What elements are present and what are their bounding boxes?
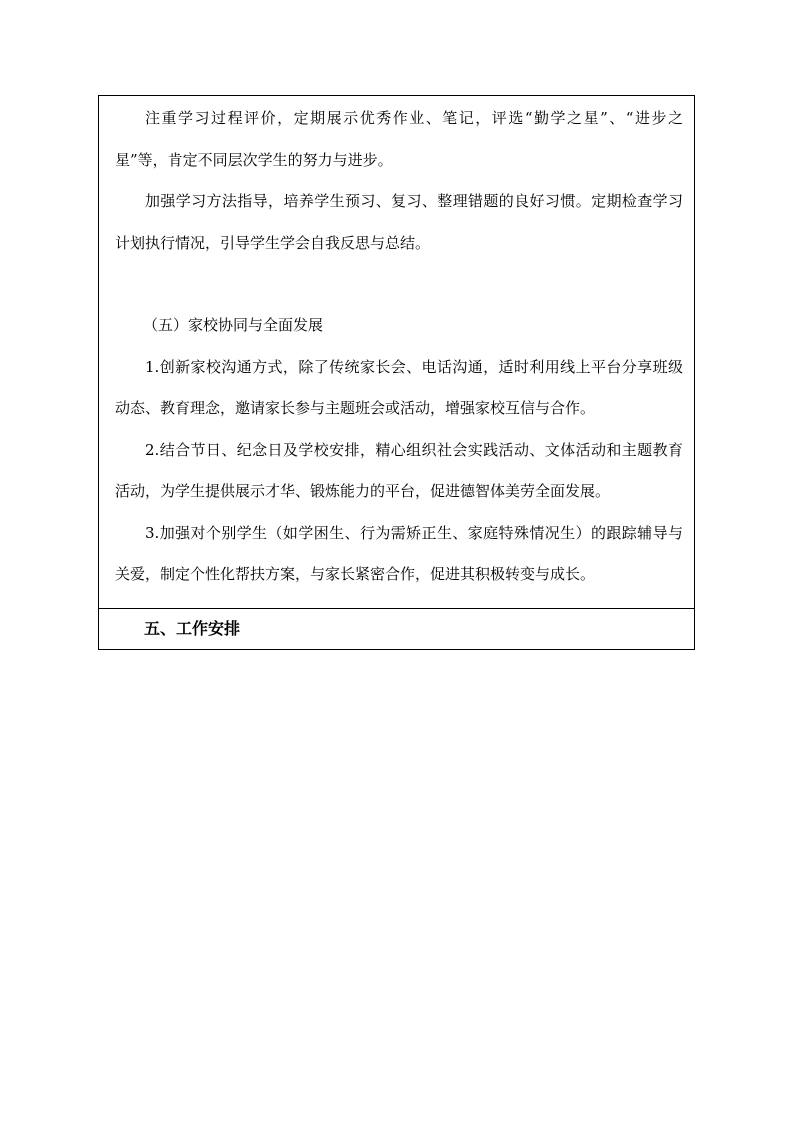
paragraph-evaluation: 注重学习过程评价，定期展示优秀作业、笔记，评选“勤学之星”、“进步之星”等，肯定不同层次学生的努力与进步。 — [115, 109, 683, 169]
paragraph-item-2: 2.结合节日、纪念日及学校安排，精心组织社会实践活动、文体活动和主题教育活动，为学生提供展示才华、锻炼能力的平台，促进德智体美劳全面发展。 — [115, 440, 683, 500]
content-cell — [99, 96, 694, 609]
section-heading-work-arrangement: 五、工作安排 — [144, 618, 241, 638]
blank-line — [115, 264, 683, 305]
paragraph-study-methods: 加强学习方法指导，培养学生预习、复习、整理错题的良好习惯。定期检查学习计划执行情况，引导学生学会自我反思与总结。 — [115, 192, 683, 252]
paragraph-item-1: 1.创新家校沟通方式，除了传统家长会、电话沟通，适时利用线上平台分享班级动态、教育理念，邀请家长参与主题班会或活动，增强家校互信与合作。 — [115, 357, 683, 417]
paragraph-item-3: 3.加强对个别学生（如学困生、行为需矫正生、家庭特殊情况生）的跟踪辅导与关爱，制定个性化帮扶方案，与家长紧密合作，促进其积极转变与成长。 — [115, 523, 683, 583]
subheading-home-school: （五）家校协同与全面发展 — [143, 316, 324, 334]
document-table — [98, 95, 695, 650]
